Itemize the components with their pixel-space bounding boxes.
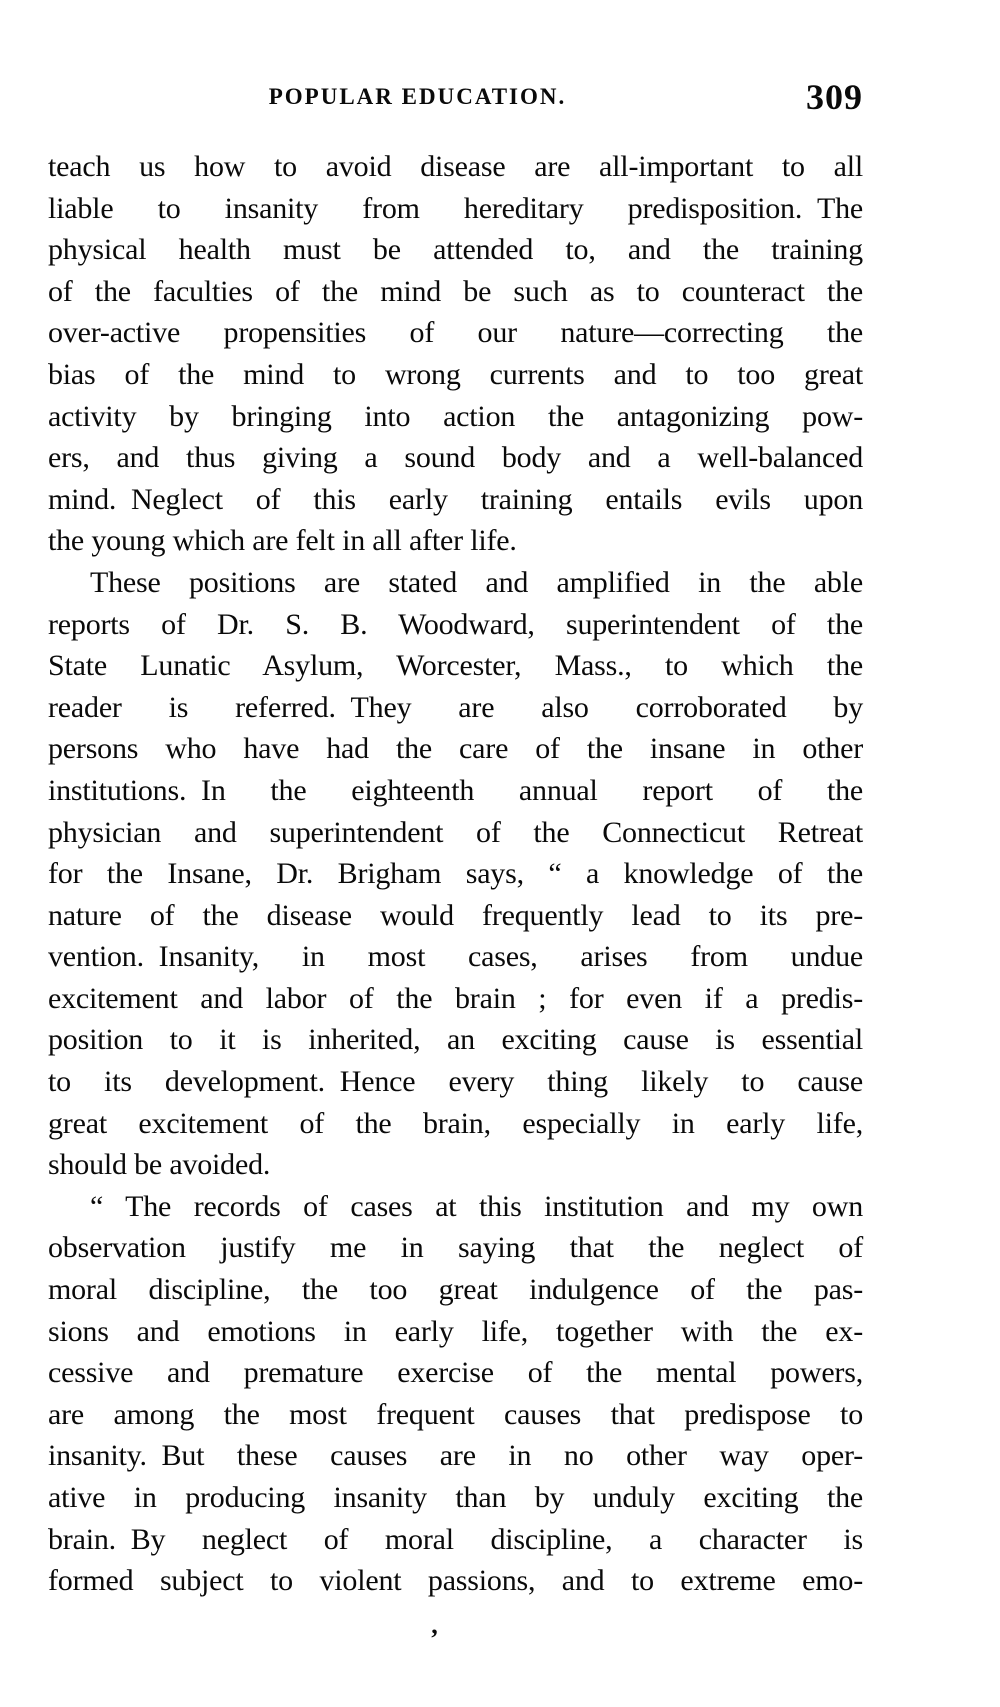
text-line: moral discipline, the too great indulgence of the pas- — [48, 1273, 863, 1307]
text-line: formed subject to violent passions, and to extreme emo- — [48, 1564, 863, 1598]
printers-mark: ’ — [430, 1624, 439, 1653]
text-line: brain. By neglect of moral discipline, a character is — [48, 1522, 863, 1556]
text-line: mind. Neglect of this early training entails evils upon — [48, 482, 863, 516]
paragraph-3 — [48, 1186, 863, 1602]
text-line: ative in producing insanity than by unduly exciting the — [48, 1481, 863, 1514]
text-line: observation justify me in saying that the neglect of — [48, 1231, 863, 1265]
text-line: liable to insanity from hereditary predisposition. The — [48, 191, 863, 225]
text-line: “ The records of cases at this institution and my own — [90, 1189, 863, 1223]
text-line: bias of the mind to wrong currents and to too great — [48, 357, 863, 391]
text-line: persons who have had the care of the insane in other — [48, 732, 863, 766]
text-line: teach us how to avoid disease are all-important to all — [48, 150, 863, 183]
text-line: the young which are felt in all after life. — [48, 524, 517, 558]
text-line: vention. Insanity, in most cases, arises from undue — [48, 940, 863, 974]
text-line: State Lunatic Asylum, Worcester, Mass., to which the — [48, 649, 863, 683]
text-line: nature of the disease would frequently lead to its pre- — [48, 898, 863, 932]
text-line: should be avoided. — [48, 1148, 271, 1182]
text-line: for the Insane, Dr. Brigham says, “ a knowledge of the — [48, 857, 863, 891]
text-line: position to it is inherited, an exciting cause is essential — [48, 1023, 863, 1057]
text-line: over-active propensities of our nature—correcting the — [48, 316, 863, 350]
running-title: POPULAR EDUCATION. — [268, 84, 567, 109]
text-line: great excitement of the brain, especially in early life, — [48, 1106, 863, 1140]
text-line: excitement and labor of the brain ; for even if a predis- — [48, 981, 863, 1015]
text-line: are among the most frequent causes that predispose to — [48, 1397, 863, 1431]
text-line: to its development. Hence every thing likely to cause — [48, 1065, 863, 1099]
text-line: These positions are stated and amplified in the able — [90, 565, 863, 599]
text-line: physician and superintendent of the Connecticut Retreat — [48, 815, 863, 849]
page-body — [48, 146, 863, 1602]
text-line: reader is referred. They are also corroborated by — [48, 690, 863, 724]
text-line: physical health must be attended to, and the training — [48, 233, 863, 267]
text-line: institutions. In the eighteenth annual report of the — [48, 773, 863, 807]
text-line: of the faculties of the mind be such as to counteract the — [48, 274, 863, 308]
text-line: insanity. But these causes are in no other way oper- — [48, 1439, 863, 1473]
page-number: 309 — [806, 77, 863, 117]
paragraph-1 — [48, 146, 863, 562]
text-line: ers, and thus giving a sound body and a well-balanced — [48, 441, 863, 475]
text-line: cessive and premature exercise of the mental powers, — [48, 1356, 863, 1390]
text-line: reports of Dr. S. B. Woodward, superintendent of the — [48, 607, 863, 641]
text-line: sions and emotions in early life, together with the ex- — [48, 1314, 863, 1348]
page-header — [48, 77, 863, 120]
paragraph-2 — [48, 562, 863, 1186]
text-line: activity by bringing into action the antagonizing pow- — [48, 399, 863, 433]
